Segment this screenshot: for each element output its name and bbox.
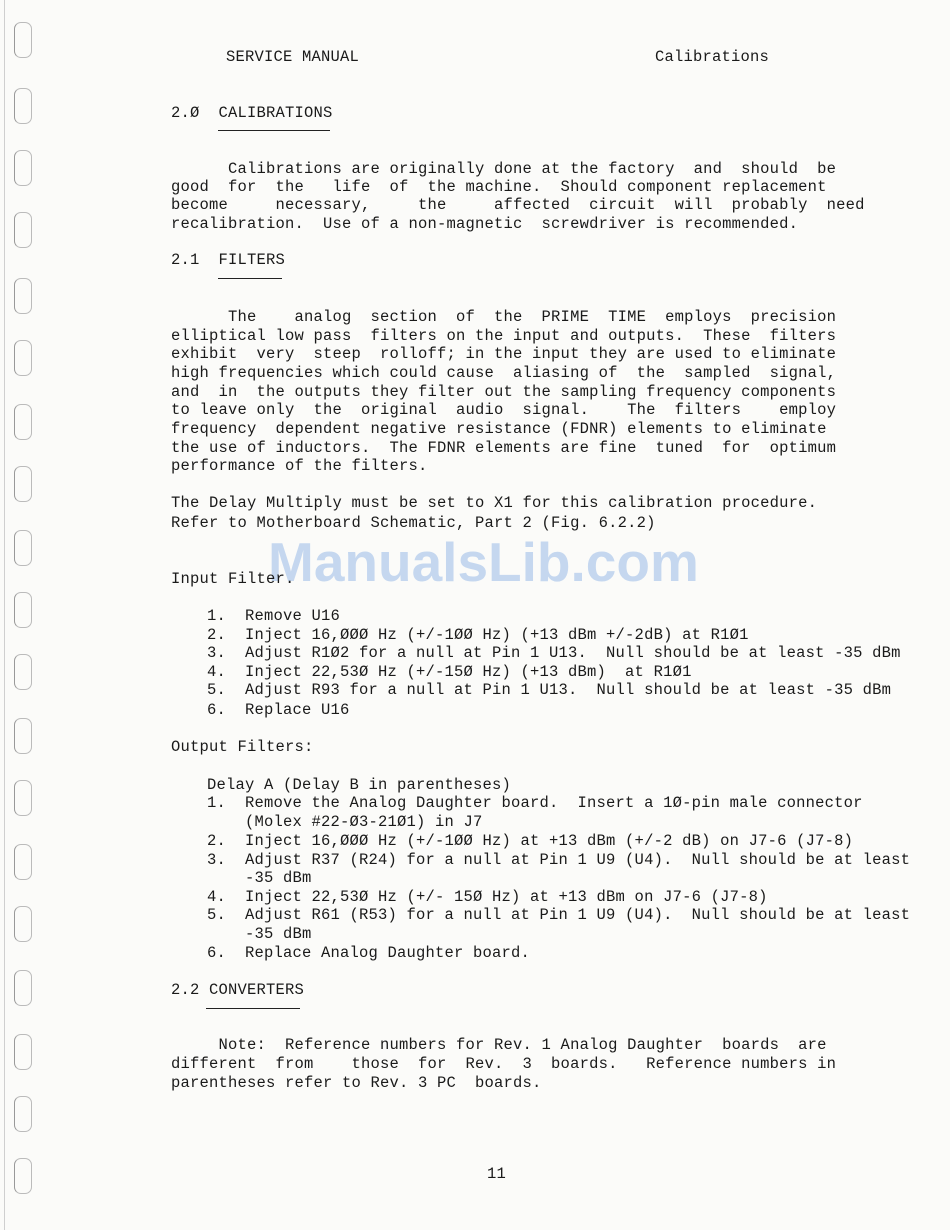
output-filters-title: Output Filters: [171,738,314,756]
punch-hole [14,22,32,58]
paragraph-line: Note: Reference numbers for Rev. 1 Analog Daughter boards are [171,1036,827,1054]
punch-hole [14,970,32,1006]
punch-hole [14,592,32,628]
header-right: Calibrations [655,48,770,66]
step-number: 5. [207,906,227,924]
step-text: Replace Analog Daughter board. [245,944,531,962]
punch-hole [14,1158,32,1194]
step-text: Adjust R93 for a null at Pin 1 U13. Null should be at least -35 dBm [245,681,892,699]
step-text: Remove the Analog Daughter board. Insert a 1Ø-pin male connector [245,794,863,812]
output-filters-intro: Delay A (Delay B in parentheses) [207,776,512,794]
step-number: 4. [207,888,227,906]
paragraph-line: performance of the filters. [171,457,428,475]
step-text: -35 dBm [245,869,312,887]
paragraph-line: and in the outputs they filter out the sampling frequency components [171,383,837,401]
step-number: 6. [207,701,227,719]
paragraph-line: the use of inductors. The FDNR elements are fine tuned for optimum [171,439,837,457]
paragraph-line: become necessary, the affected circuit will probably need [171,196,865,214]
punch-hole [14,88,32,124]
page-number: 11 [487,1165,507,1183]
step-text: Inject 22,53Ø Hz (+/-15Ø Hz) (+13 dBm) at R1Ø1 [245,663,692,681]
step-number: 2. [207,832,227,850]
section-heading-2-0: 2.Ø CALIBRATIONS [171,104,333,122]
section-heading-2-1: 2.1 FILTERS [171,251,286,269]
step-number: 6. [207,944,227,962]
step-number: 2. [207,626,227,644]
punch-hole [14,150,32,186]
paragraph-line: Calibrations are originally done at the factory and should be [171,160,837,178]
step-text: Inject 22,53Ø Hz (+/- 15Ø Hz) at +13 dBm on J7-6 (J7-8) [245,888,768,906]
punch-hole [14,404,32,440]
step-number: 3. [207,851,227,869]
punch-hole [14,718,32,754]
paragraph-line: The analog section of the PRIME TIME employs precision [171,308,837,326]
punch-hole [14,654,32,690]
paragraph-line: elliptical low pass filters on the input and outputs. These filters [171,327,837,345]
paragraph-line: to leave only the original audio signal. The filters employ [171,401,837,419]
punch-hole [14,1034,32,1070]
punch-hole [14,466,32,502]
punch-hole [14,780,32,816]
paragraph-line: exhibit very steep rolloff; in the input they are used to eliminate [171,345,837,363]
binding-holes [0,0,42,1230]
watermark: ManualsLib.com [268,531,699,593]
delay-note-line: Refer to Motherboard Schematic, Part 2 (Fig. 6.2.2) [171,514,656,532]
paragraph-line: frequency dependent negative resistance (FDNR) elements to eliminate [171,420,827,438]
punch-hole [14,278,32,314]
heading-underline [206,1008,300,1009]
delay-note-line: The Delay Multiply must be set to X1 for this calibration procedure. [171,494,818,512]
step-text: Replace U16 [245,701,350,719]
step-text: Adjust R37 (R24) for a null at Pin 1 U9 (U4). Null should be at least [245,851,911,869]
heading-underline [218,130,330,131]
punch-hole [14,530,32,566]
punch-hole [14,340,32,376]
step-number: 1. [207,794,227,812]
header-left: SERVICE MANUAL [226,48,360,66]
step-text: Inject 16,ØØØ Hz (+/-1ØØ Hz) (+13 dBm +/-2dB) at R1Ø1 [245,626,749,644]
paragraph-line: different from those for Rev. 3 boards. Reference numbers in [171,1055,837,1073]
punch-hole [14,844,32,880]
input-filter-title: Input Filter. [171,570,295,588]
step-text: Inject 16,ØØØ Hz (+/-1ØØ Hz) at +13 dBm (+/-2 dB) on J7-6 (J7-8) [245,832,854,850]
heading-underline [218,278,282,279]
step-text: Adjust R1Ø2 for a null at Pin 1 U13. Null should be at least -35 dBm [245,644,901,662]
paragraph-line: good for the life of the machine. Should component replacement [171,178,827,196]
step-text: -35 dBm [245,925,312,943]
step-number: 1. [207,607,227,625]
step-text: Remove U16 [245,607,341,625]
step-number: 4. [207,663,227,681]
punch-hole [14,212,32,248]
paragraph-line: parentheses refer to Rev. 3 PC boards. [171,1074,542,1092]
step-text: Adjust R61 (R53) for a null at Pin 1 U9 (U4). Null should be at least [245,906,911,924]
paragraph-line: high frequencies which could cause aliasing of the sampled signal, [171,364,837,382]
section-heading-2-2: 2.2 CONVERTERS [171,981,305,999]
punch-hole [14,906,32,942]
step-text: (Molex #22-Ø3-21Ø1) in J7 [245,813,483,831]
paragraph-line: recalibration. Use of a non-magnetic screwdriver is recommended. [171,215,799,233]
step-number: 5. [207,681,227,699]
step-number: 3. [207,644,227,662]
punch-hole [14,1096,32,1132]
page-edge [4,0,5,1230]
